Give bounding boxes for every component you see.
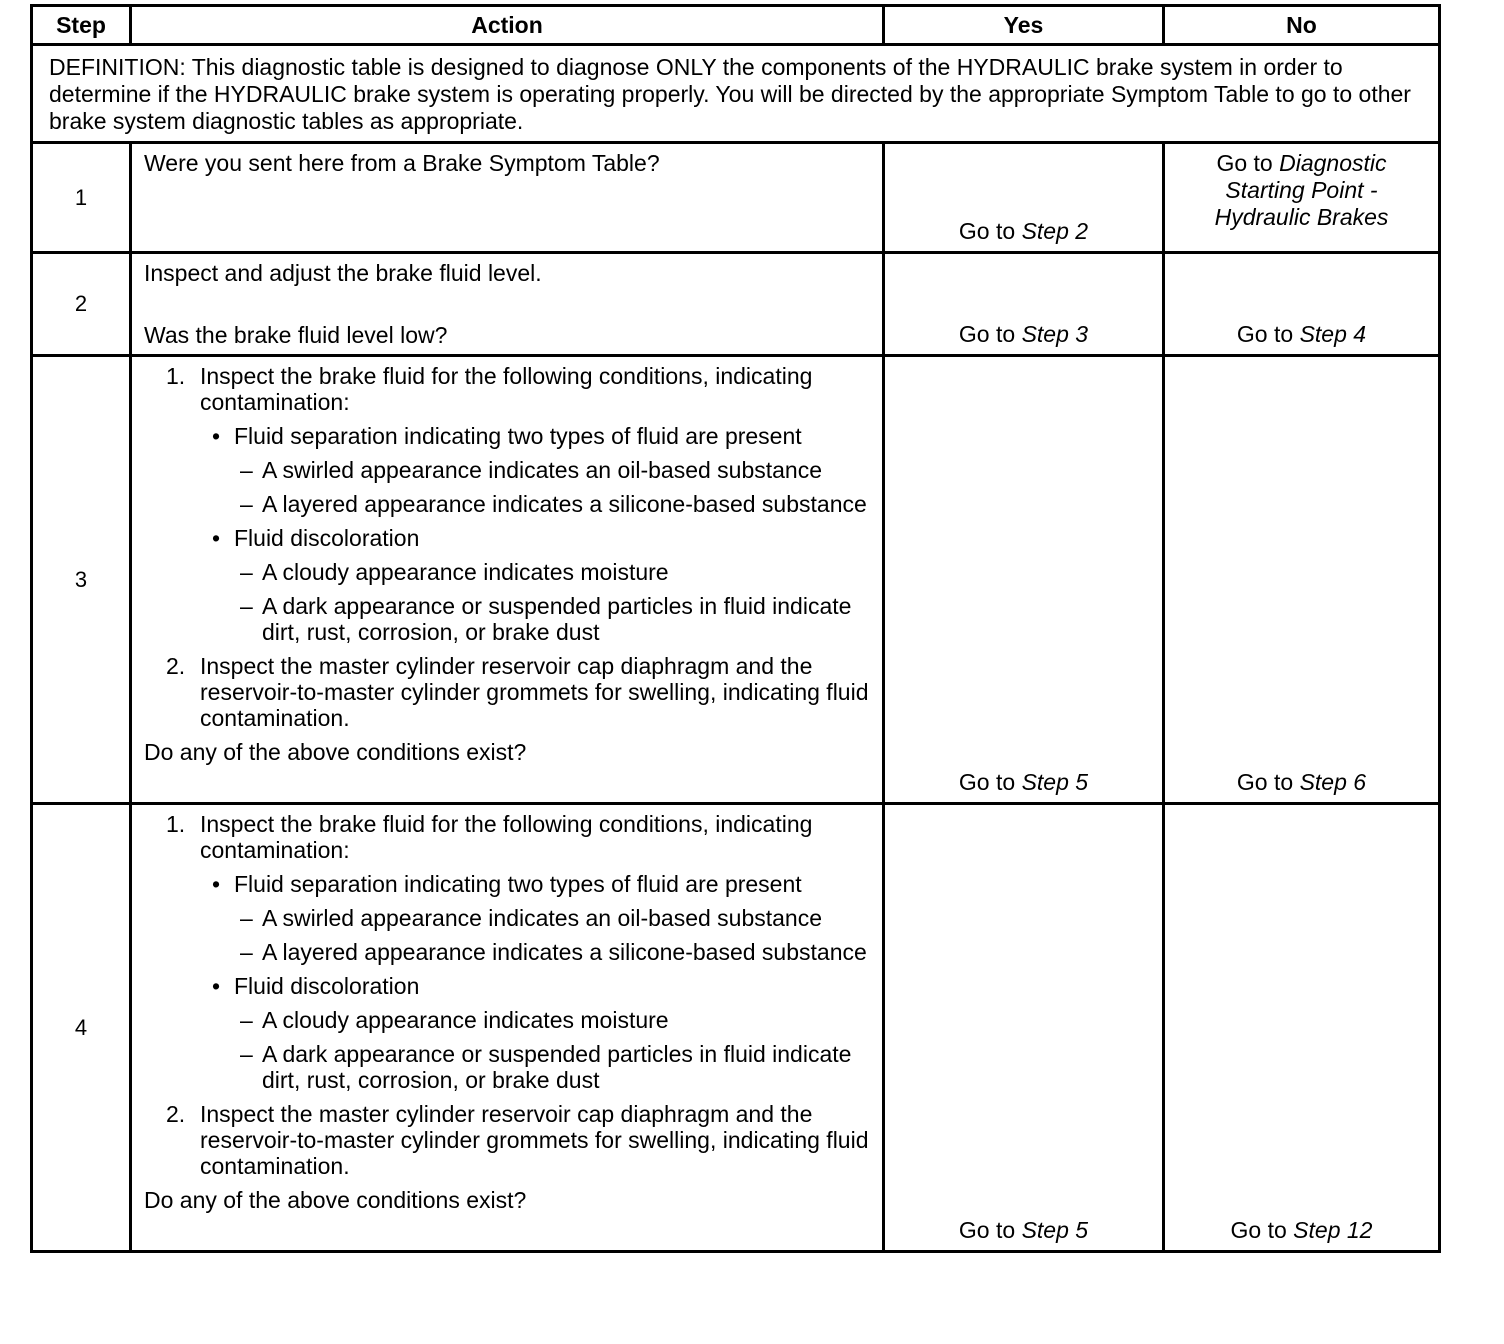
dash-icon: – <box>240 1041 253 1067</box>
header-yes: Yes <box>884 6 1164 45</box>
header-no: No <box>1164 6 1440 45</box>
dash-icon: – <box>240 1007 253 1033</box>
dash-icon: – <box>240 491 253 517</box>
dash-text: A cloudy appearance indicates moisture <box>262 559 669 585</box>
action-step-item <box>166 1101 872 1179</box>
dash-item <box>240 559 872 585</box>
yes-cell <box>884 143 1164 253</box>
bullet-list <box>200 871 872 1093</box>
action-instruction: Inspect and adjust the brake fluid level. <box>144 260 542 286</box>
yes-outcome <box>885 1217 1162 1244</box>
item-text: Inspect the brake fluid for the following conditions, indicating contamination: <box>200 811 813 863</box>
bullet-item <box>212 973 872 1093</box>
action-step-item <box>166 363 872 645</box>
no-prefix: Go to <box>1230 1217 1287 1243</box>
bullet-text: Fluid separation indicating two types of fluid are present <box>234 871 802 897</box>
no-cell <box>1164 143 1440 253</box>
header-row <box>32 6 1440 45</box>
bullet-icon: • <box>212 973 221 999</box>
dash-text: A swirled appearance indicates an oil-based substance <box>262 457 823 483</box>
item-number: 1. <box>166 363 186 389</box>
yes-step-reference: Step 5 <box>1021 769 1089 795</box>
yes-prefix: Go to <box>958 769 1016 795</box>
item-text: Inspect the master cylinder reservoir cap diaphragm and the reservoir-to-master cylinder grommets for swelling, indicating fluid contamination. <box>200 653 869 731</box>
dash-item <box>240 593 872 645</box>
dash-icon: – <box>240 593 253 619</box>
header-action: Action <box>131 6 884 45</box>
dash-item <box>240 1041 872 1093</box>
yes-cell <box>884 253 1164 356</box>
action-cell <box>131 804 884 1252</box>
no-outcome <box>1165 1217 1438 1244</box>
dash-icon: – <box>240 457 253 483</box>
item-number: 2. <box>166 653 186 679</box>
no-cell <box>1164 804 1440 1252</box>
no-outcome <box>1165 769 1438 796</box>
item-text: Inspect the master cylinder reservoir cap diaphragm and the reservoir-to-master cylinder grommets for swelling, indicating fluid contamination. <box>200 1101 869 1179</box>
step-number: 1 <box>32 143 131 253</box>
dash-item <box>240 939 872 965</box>
no-prefix: Go to <box>1236 769 1294 795</box>
action-steps <box>144 363 872 731</box>
bullet-text: Fluid discoloration <box>234 973 420 999</box>
no-step-reference: Step 4 <box>1299 321 1367 347</box>
bullet-icon: • <box>212 871 221 897</box>
item-number: 2. <box>166 1101 186 1127</box>
definition-text: DEFINITION: This diagnostic table is designed to diagnose ONLY the components of the HYDRAULIC brake system in order to determine if the HYDRAULIC brake system is operating properly. You will be directed by the appropriate Symptom Table to go to other brake system diagnostic tables as appropriate. <box>32 45 1440 143</box>
dash-list <box>234 559 872 645</box>
dash-text: A dark appearance or suspended particles in fluid indicate dirt, rust, corrosion, or brake dust <box>262 1041 852 1093</box>
action-question: Were you sent here from a Brake Symptom Table? <box>144 150 660 176</box>
action-question: Was the brake fluid level low? <box>144 322 448 348</box>
bullet-item <box>212 525 872 645</box>
bullet-icon: • <box>212 525 221 551</box>
dash-text: A layered appearance indicates a silicone-based substance <box>262 939 867 965</box>
no-prefix: Go to <box>1216 150 1273 176</box>
yes-prefix: Go to <box>958 218 1016 244</box>
dash-icon: – <box>240 939 253 965</box>
no-reference-line-1: Diagnostic <box>1279 150 1387 176</box>
dash-item <box>240 491 872 517</box>
no-prefix: Go to <box>1236 321 1294 347</box>
yes-step-reference: Step 5 <box>1021 1217 1089 1243</box>
no-step-reference: Step 12 <box>1293 1217 1373 1243</box>
dash-item <box>240 905 872 931</box>
action-cell <box>131 253 884 356</box>
action-step-item <box>166 653 872 731</box>
action-question: Do any of the above conditions exist? <box>144 739 527 765</box>
action-cell <box>131 356 884 804</box>
no-cell <box>1164 356 1440 804</box>
table-row <box>32 143 1440 253</box>
bullet-icon: • <box>212 423 221 449</box>
no-step-reference: Step 6 <box>1299 769 1367 795</box>
dash-text: A dark appearance or suspended particles in fluid indicate dirt, rust, corrosion, or brake dust <box>262 593 852 645</box>
step-number: 2 <box>32 253 131 356</box>
dash-icon: – <box>240 905 253 931</box>
diagnostic-table <box>30 4 1441 1253</box>
dash-text: A swirled appearance indicates an oil-based substance <box>262 905 823 931</box>
no-outcome <box>1165 321 1438 348</box>
yes-step-reference: Step 3 <box>1021 321 1089 347</box>
bullet-text: Fluid separation indicating two types of fluid are present <box>234 423 802 449</box>
step-number: 3 <box>32 356 131 804</box>
bullet-list <box>200 423 872 645</box>
yes-outcome <box>885 321 1162 348</box>
dash-list <box>234 905 872 965</box>
yes-prefix: Go to <box>958 321 1016 347</box>
yes-step-reference: Step 2 <box>1021 218 1089 244</box>
no-reference-line-2: Starting Point - <box>1225 177 1378 203</box>
yes-outcome <box>885 218 1162 245</box>
bullet-item <box>212 871 872 965</box>
bullet-text: Fluid discoloration <box>234 525 420 551</box>
dash-list <box>234 457 872 517</box>
dash-list <box>234 1007 872 1093</box>
no-outcome <box>1165 144 1438 231</box>
table-row <box>32 804 1440 1252</box>
table-row <box>32 356 1440 804</box>
yes-cell <box>884 356 1164 804</box>
dash-text: A cloudy appearance indicates moisture <box>262 1007 669 1033</box>
action-cell <box>131 143 884 253</box>
item-text: Inspect the brake fluid for the following conditions, indicating contamination: <box>200 363 813 415</box>
yes-outcome <box>885 769 1162 796</box>
action-question: Do any of the above conditions exist? <box>144 1187 527 1213</box>
dash-item <box>240 1007 872 1033</box>
dash-icon: – <box>240 559 253 585</box>
action-steps <box>144 811 872 1179</box>
step-number: 4 <box>32 804 131 1252</box>
item-number: 1. <box>166 811 186 837</box>
dash-text: A layered appearance indicates a silicone-based substance <box>262 491 867 517</box>
bullet-item <box>212 423 872 517</box>
no-reference-line-3: Hydraulic Brakes <box>1214 204 1389 230</box>
yes-cell <box>884 804 1164 1252</box>
action-step-item <box>166 811 872 1093</box>
table-row <box>32 253 1440 356</box>
definition-row <box>32 45 1440 143</box>
no-cell <box>1164 253 1440 356</box>
yes-prefix: Go to <box>958 1217 1016 1243</box>
header-step: Step <box>32 6 131 45</box>
dash-item <box>240 457 872 483</box>
